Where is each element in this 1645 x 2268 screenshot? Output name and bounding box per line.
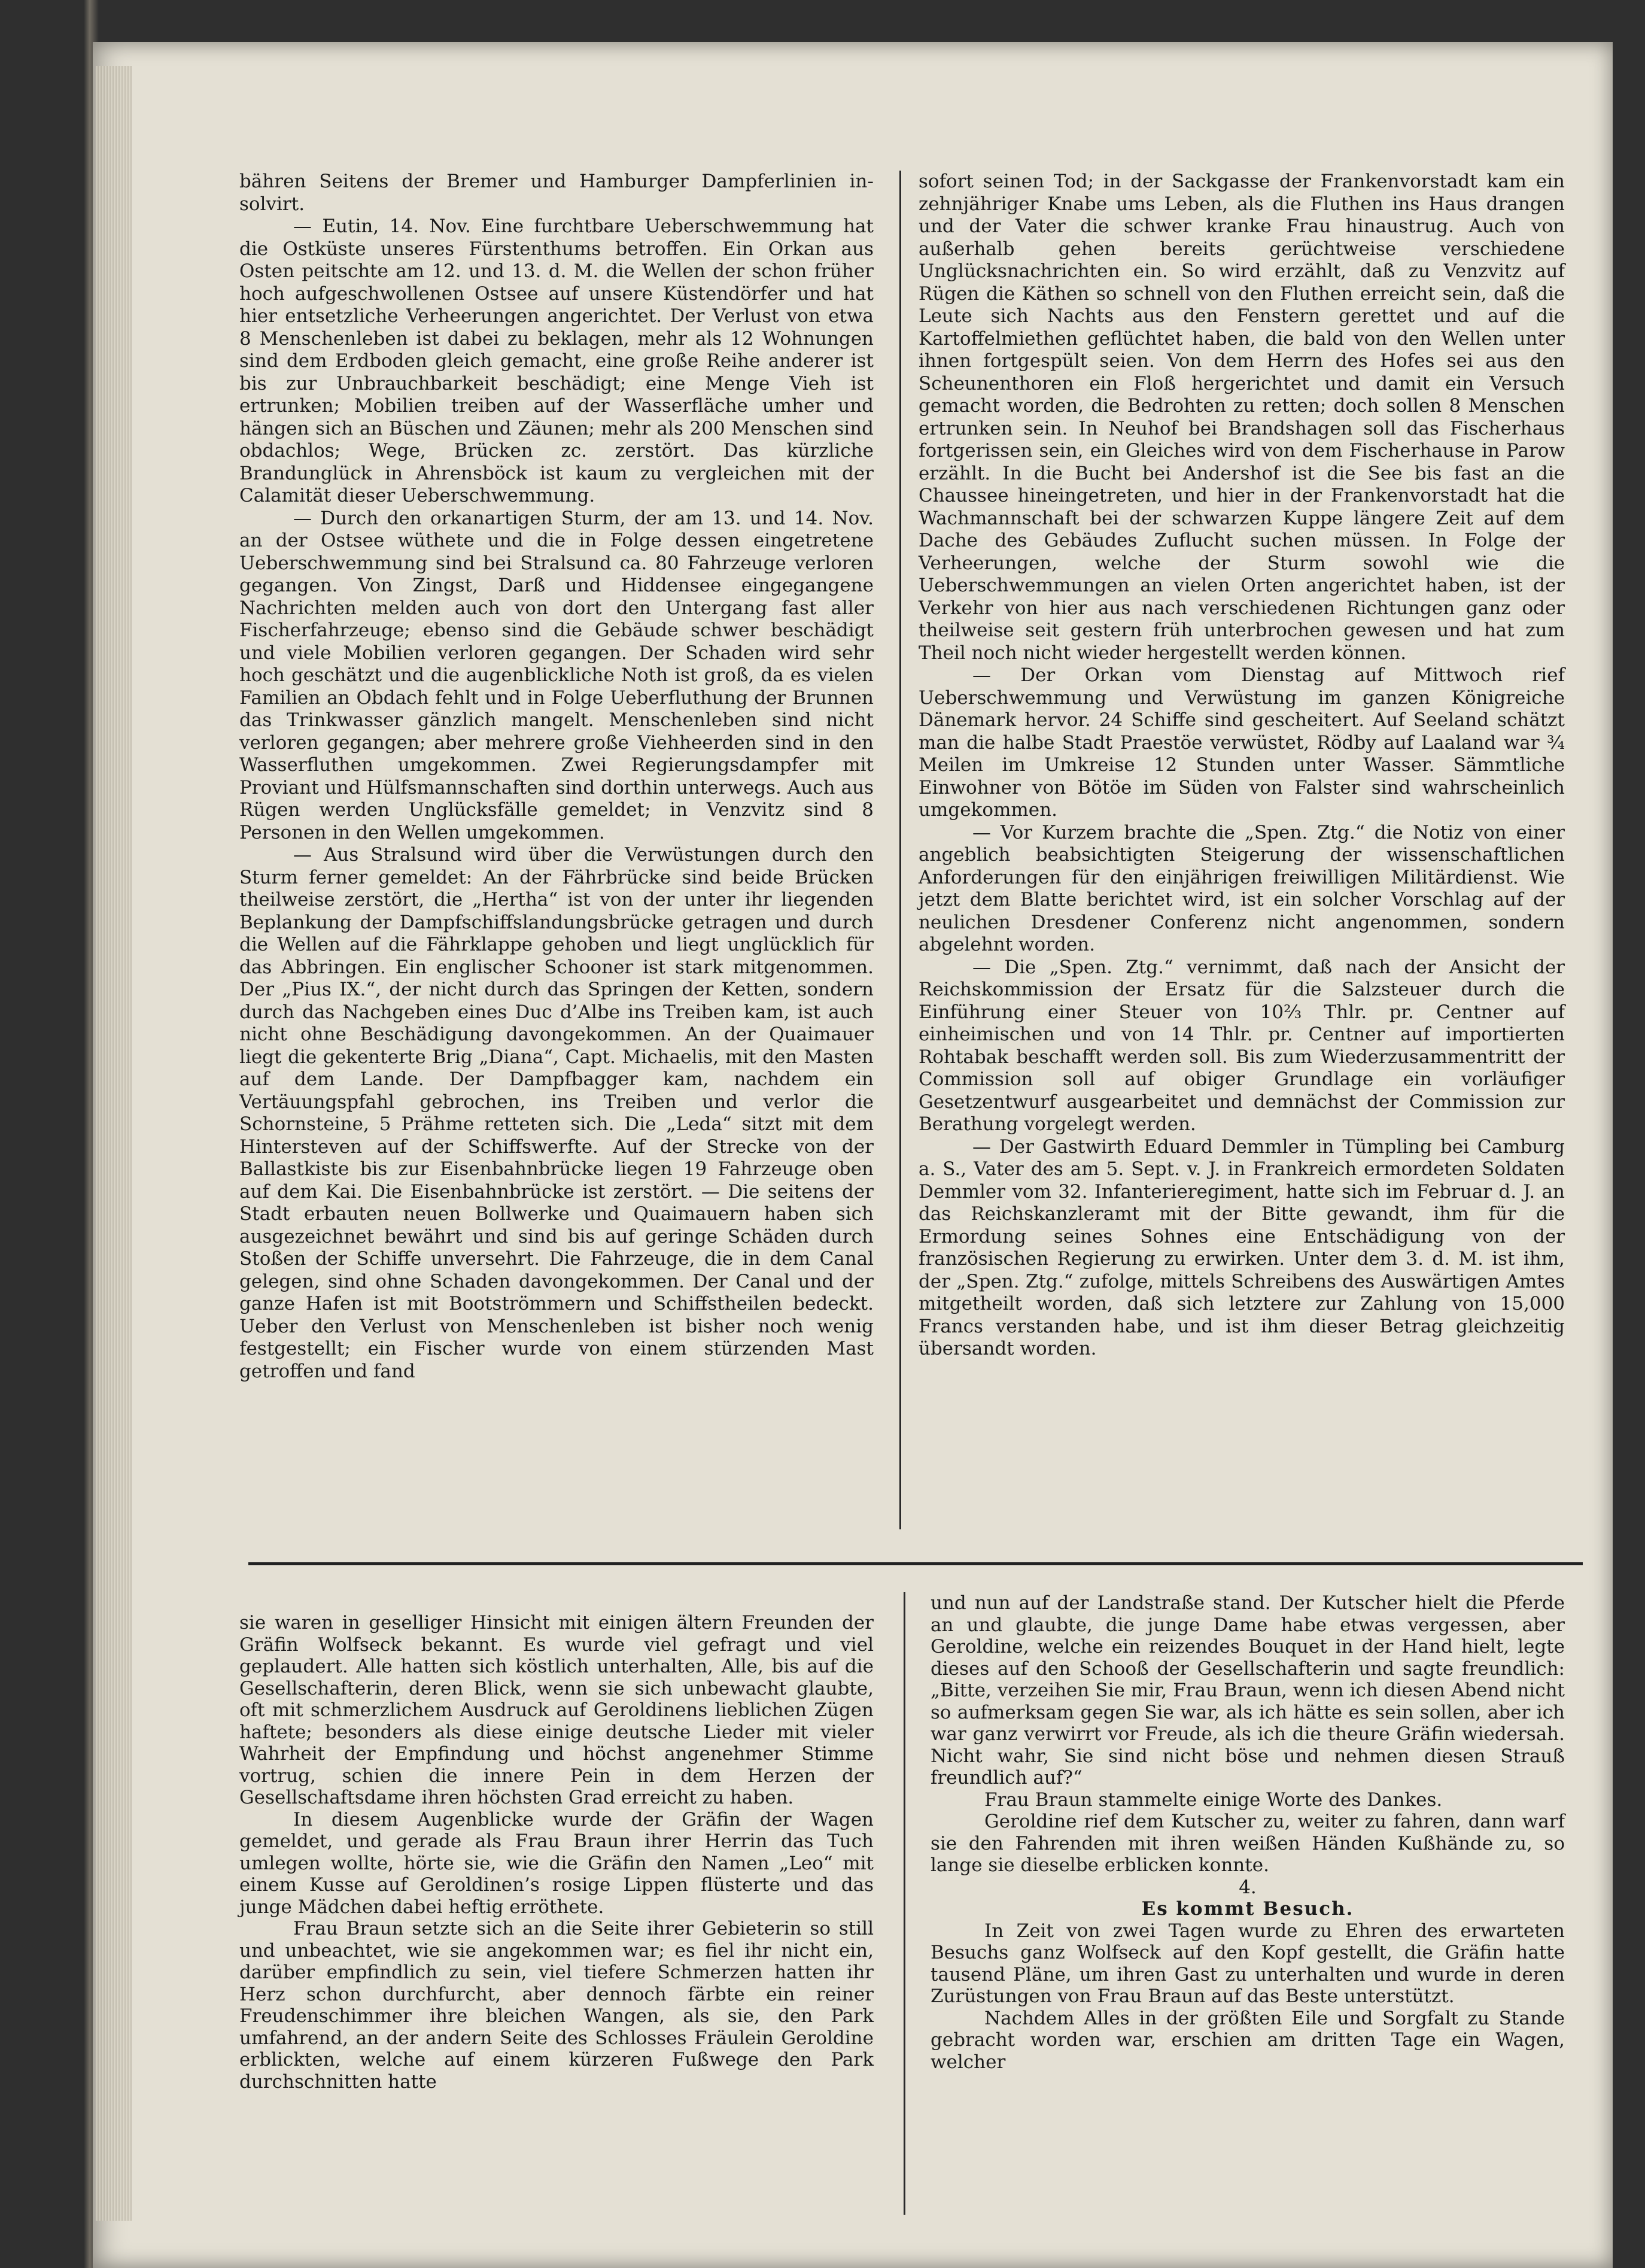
paragraph: — Die „Spen. Ztg.“ vernimmt, daß nach der Ansicht der Reichskommission der Ersatz für die Salzsteuer durch die Einführung einer Steuer von 10⅔ Thlr. pr. Centner auf einheimischen und von 14 Thlr. pr. Centner auf importierten Rohtabak beschafft werden soll. Bis zum Wiederzusammentritt der Commission soll auf obiger Grundlage ein vorläufiger Gesetzentwurf ausgearbeitet und demnächst der Commission zur Berathung vorgelegt werden. [919, 956, 1565, 1135]
paragraph: In Zeit von zwei Tagen wurde zu Ehren des erwarteten Besuchs ganz Wolfseck auf den Kopf gestellt, die Gräfin hatte tausend Pläne, um ihren Gast zu unterhalten und wurde in deren Zurüstungen von Frau Braun auf das Beste unterstützt. [931, 1920, 1565, 2007]
paragraph: — Durch den orkanartigen Sturm, der am 13. und 14. Nov. an der Ostsee wüthete und die in Folge dessen eingetretene Ueberschwemmung sind bei Stralsund ca. 80 Fahrzeuge verloren gegangen. Von Zingst, Darß und Hiddensee eingegangene Nachrichten melden auch von dort den Untergang fast aller Fischerfahrzeuge; ebenso sind die Gebäude schwer beschädigt und viele Mobilien verloren gegangen. Der Schaden wird sehr hoch geschätzt und die augenblickliche Noth ist groß, da es vielen Familien an Obdach fehlt und in Folge Ueberfluthung der Brunnen das Trinkwasser gänzlich mangelt. Menschenleben sind nicht verloren gegangen; aber mehrere große Viehheerden sind in den Wasserfluthen umgekommen. Zwei Regierungsdampfer mit Proviant und Hülfsmannschaften sind dorthin unterwegs. Auch aus Rügen werden Unglücksfälle gemeldet; in Venzvitz sind 8 Personen in den Wellen umgekommen. [239, 507, 874, 843]
paragraph: In diesem Augenblicke wurde der Gräfin der Wagen gemeldet, und gerade als Frau Braun ihrer Herrin das Tuch umlegen wollte, hörte sie, wie die Gräfin den Namen „Leo“ mit einem Kusse auf Geroldinen’s rosige Lippen flüsterte und das junge Mädchen dabei heftig erröthete. [239, 1808, 874, 1918]
paragraph: sofort seinen Tod; in der Sackgasse der Frankenvorstadt kam ein zehnjähriger Knabe ums Leben, als die Fluthen ins Haus drangen und der Vater die schwer kranke Frau hinaustrug. Auch von außerhalb gehen bereits gerüchtweise verschiedene Unglücksnachrichten ein. So wird erzählt, daß zu Venzvitz auf Rügen die Käthen so schnell von den Fluthen erreicht sein, daß die Leute sich Nachts aus den Fenstern gerettet und auf die Kartoffelmiethen geflüchtet haben, die bald von den Wellen unter ihnen fortgespült seien. Von dem Herrn des Hofes sei aus den Scheunenthoren ein Floß hergerichtet und damit ein Versuch gemacht worden, die Bedrohten zu retten; doch sollen 8 Menschen ertrunken sein. In Neuhof bei Brandshagen soll das Fischerhaus fortgerissen sein, ein Gleiches wird von dem Fischerhause in Parow erzählt. In die Bucht bei Andershof ist die See bis fast an die Chaussee hineingetreten, und hier in der Frankenvorstadt hat die Wachmannschaft bei der schwarzen Kuppe längere Zeit auf dem Dache des Gebäudes Zuflucht suchen müssen. In Folge der Verheerungen, welche der Sturm sowohl wie die Ueberschwemmungen an vielen Orten angerichtet haben, ist der Verkehr von hier aus nach verschiedenen Richtungen ganz oder theilweise seit gestern früh unterbrochen gewesen und hat zum Theil noch nicht wieder hergestellt werden können. [919, 171, 1565, 664]
news-column-top-right [919, 171, 1565, 1361]
paragraph: Nachdem Alles in der größten Eile und Sorgfalt zu Stande gebracht worden war, erschien am dritten Tage ein Wagen, welcher [931, 2007, 1565, 2073]
paragraph: — Eutin, 14. Nov. Eine furchtbare Ueberschwemmung hat die Ostküste unseres Fürstenthums betroffen. Ein Orkan aus Osten peitschte am 12. und 13. d. M. die Wellen der schon früher hoch aufgeschwollenen Ostsee auf unsere Küstendörfer und hat hier entsetzliche Verheerungen angerichtet. Der Verlust von etwa 8 Menschenleben ist dabei zu beklagen, mehr als 12 Wohnungen sind dem Erdboden gleich gemacht, eine große Reihe anderer ist bis zur Unbrauchbarkeit beschädigt; eine Menge Vieh ist ertrunken; Mobilien treiben auf der Wasserfläche umher und hängen sich an Büschen und Zäunen; mehr als 200 Menschen sind obdachlos; Wege, Brücken zc. zerstört. Das kürzliche Brandunglück in Ahrensböck ist kaum zu vergleichen mit der Calamität dieser Ueberschwemmung. [239, 215, 874, 506]
column-divider-bottom [904, 1592, 905, 2215]
page-edge-stack [96, 66, 132, 2221]
paragraph: und nun auf der Landstraße stand. Der Kutscher hielt die Pferde an und glaubte, die junge Dame habe etwas vergessen, aber Geroldine, welche ein reizendes Bouquet in der Hand hielt, legte dieses auf den Schooß der Gesellschafterin und sagte freundlich: „Bitte, verzeihen Sie mir, Frau Braun, wenn ich diesen Abend nicht so aufmerksam gegen Sie war, als ich hätte es sein sollen, aber ich war ganz verwirrt vor Freude, als ich die theure Gräfin wiedersah. Nicht wahr, Sie sind nicht böse und nehmen diesen Strauß freundlich auf?“ [931, 1592, 1565, 1789]
paragraph: Geroldine rief dem Kutscher zu, weiter zu fahren, dann warf sie den Fahrenden mit ihren weißen Händen Kußhände zu, so lange sie dieselbe erblicken konnte. [931, 1811, 1565, 1876]
chapter-title: Es kommt Besuch. [1141, 1898, 1354, 1920]
chapter-number: 4. [1239, 1876, 1257, 1898]
paragraph: — Der Gastwirth Eduard Demmler in Tümpling bei Camburg a. S., Vater des am 5. Sept. v. J. in Frankreich ermordeten Soldaten Demmler vom 32. Infanterieregiment, hatte sich im Februar d. J. an das Reichskanzleramt mit der Bitte gewandt, ihm für die Ermordung seines Sohnes eine Entschädigung von der französischen Regierung zu erwirken. Unter dem 3. d. M. ist ihm, der „Spen. Ztg.“ zufolge, mittels Schreibens des Auswärtigen Amtes mitgetheilt worden, daß sich letztere zur Zahlung von 15,000 Francs verstanden habe, und ist ihm dieser Betrag gleichzeitig übersandt worden. [919, 1135, 1565, 1359]
paragraph: bähren Seitens der Bremer und Hamburger Dampferlinien in-solvirt. [239, 171, 874, 215]
paragraph: — Vor Kurzem brachte die „Spen. Ztg.“ die Notiz von einer angeblich beabsichtigten Steigerung der wissenschaftlichen Anforderungen für den einjährigen freiwilligen Militärdienst. Wie jetzt dem Blatte berichtet wird, ist ein solcher Vorschlag auf der neulichen Dresdener Conferenz nicht angenommen, sondern abgelehnt worden. [919, 821, 1565, 955]
column-divider-top [899, 171, 901, 1529]
news-column-top-left [239, 171, 874, 1383]
paragraph: — Aus Stralsund wird über die Verwüstungen durch den Sturm ferner gemeldet: An der Fährbrücke sind beide Brücken theilweise zerstört, die „Hertha“ ist von der unter ihr liegenden Beplankung der Dampfschiffslandungsbrücke getragen und durch die Wellen auf die Fährklappe gehoben und liegt unglücklich für das Abbringen. Ein englischer Schooner ist stark mitgenommen. Der „Pius IX.“, der nicht durch das Springen der Ketten, sondern durch das Nachgeben eines Duc d’Albe ins Treiben kam, ist auch nicht ohne Beschädigung davongekommen. An der Quaimauer liegt die gekenterte Brig „Diana“, Capt. Michaelis, mit den Masten auf dem Lande. Der Dampfbagger kam, nachdem ein Vertäuungspfahl gebrochen, ins Treiben und verlor die Schornsteine, 5 Prähme retteten sich. Die „Leda“ sitzt mit dem Hintersteven auf der Schiffswerfte. Auf der Strecke von der Ballastkiste bis zur Eisenbahnbrücke liegen 19 Fahrzeuge oben auf dem Kai. Die Eisenbahnbrücke ist zerstört. — Die seitens der Stadt erbauten neuen Bollwerke und Quaimauern haben sich ausgezeichnet bewährt und sind bis auf geringe Schäden durch Stoßen der Schiffe unversehrt. Die Fahrzeuge, die in dem Canal gelegen, sind ohne Schaden davongekommen. Der Canal und der ganze Hafen ist mit Bootströmmern und Schiffstheilen bedeckt. Ueber den Verlust von Menschenleben ist bisher noch wenig festgestellt; ein Fischer wurde von einem stürzenden Mast getroffen und fand [239, 844, 874, 1382]
paragraph: sie waren in geselliger Hinsicht mit einigen ältern Freunden der Gräfin Wolfseck bekannt. Es wurde viel gefragt und viel geplaudert. Alle hatten sich köstlich unterhalten, Alle, bis auf die Gesellschafterin, deren Blick, wenn sie sich unbewacht glaubte, oft mit schmerzlichem Ausdruck auf Geroldinens lieblichen Zügen haftete; besonders als diese einige deutsche Lieder mit vieler Wahrheit der Empfindung und höchst angenehmer Stimme vortrug, schien die innere Pein in dem Herzen der Gesellschaftsdame ihren höchsten Grad erreicht zu haben. [239, 1612, 874, 1808]
paragraph: Frau Braun setzte sich an die Seite ihrer Gebieterin so still und unbeachtet, wie sie angekommen war; es fiel ihr nicht ein, darüber empfindlich zu sein, viel tiefere Schmerzen hatten ihr Herz schon durchfurcht, aber dennoch färbte ein reiner Freudenschimmer ihre bleichen Wangen, als sie, den Park umfahrend, an der andern Seite des Schlosses Fräulein Geroldine erblickten, welche auf einem kürzeren Fußwege den Park durchschnitten hatte [239, 1918, 874, 2093]
paragraph: Frau Braun stammelte einige Worte des Dankes. [984, 1789, 1443, 1811]
feuilleton-column-left [239, 1612, 874, 2093]
paragraph: — Der Orkan vom Dienstag auf Mittwoch rief Ueberschwemmung und Verwüstung im ganzen Königreiche Dänemark hervor. 24 Schiffe sind gescheitert. Auf Seeland schätzt man die halbe Stadt Praestöe verwüstet, Rödby auf Laaland war ¾ Meilen im Umkreise 12 Stunden unter Wasser. Sämmtliche Einwohner von Bötöe im Süden von Falster sind wahrscheinlich umgekommen. [919, 664, 1565, 821]
feuilleton-column-right [931, 1592, 1565, 2073]
feuilleton-separator-rule [248, 1562, 1583, 1565]
